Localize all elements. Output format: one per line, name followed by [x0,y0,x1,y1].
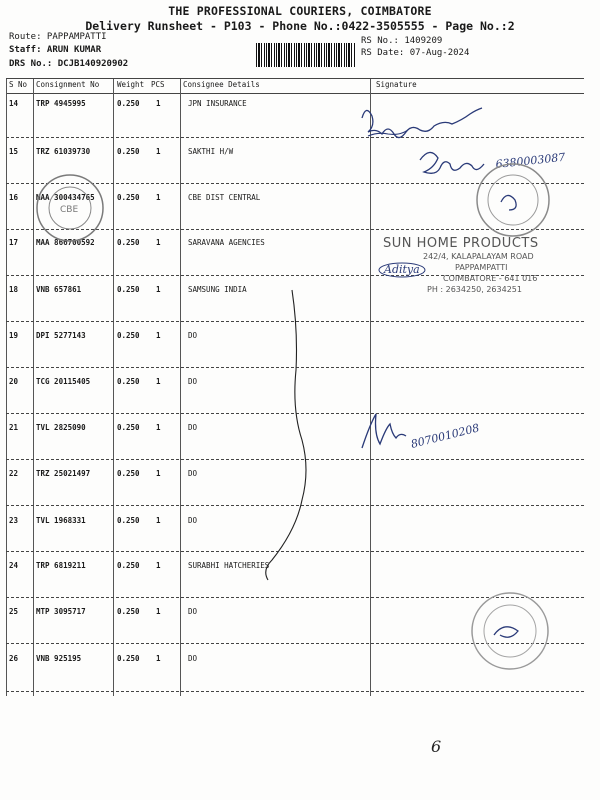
row-weight: 0.250 [117,607,140,616]
handwritten-phone: 8070010208 [409,421,481,451]
row-pcs: 1 [156,654,161,663]
stamp-address1: 242/4, KALAPALAYAM ROAD [423,252,534,261]
row-weight: 0.250 [117,147,140,156]
row-details: CBE DIST CENTRAL [188,193,261,202]
row-details: SURABHI HATCHERIES [188,561,270,570]
row-pcs: 1 [156,377,161,386]
signature-scribble [362,414,406,448]
row-weight: 0.250 [117,193,140,202]
row-weight: 0.250 [117,285,140,294]
row-details: DO [188,377,198,386]
row-consignment: TRP 6819211 [36,561,86,570]
stamp-company: SUN HOME PRODUCTS [383,236,539,251]
row-weight: 0.250 [117,377,140,386]
row-weight: 0.250 [117,654,140,663]
row-details: DO [188,469,198,478]
round-seal [37,175,103,241]
row-weight: 0.250 [117,516,140,525]
col-pcs: PCS [151,80,165,89]
row-pcs: 1 [156,607,161,616]
row-weight: 0.250 [117,469,140,478]
row-details: SARAVANA AGENCIES [188,238,265,247]
row-sno: 14 [9,99,19,108]
row-weight: 0.250 [117,238,140,247]
row-weight: 0.250 [117,561,140,570]
row-weight: 0.250 [117,99,140,108]
col-weight: Weight [117,80,145,89]
drs-number: DRS No.: DCJB140920902 [9,59,129,69]
row-pcs: 1 [156,238,161,247]
col-sno: S No [9,80,28,89]
row-sno: 23 [9,516,19,525]
row-sno: 20 [9,377,19,386]
row-sno: 26 [9,654,19,663]
row-weight: 0.250 [117,423,140,432]
company-title: THE PROFESSIONAL COURIERS, COIMBATORE [168,4,432,18]
row-pcs: 1 [156,516,161,525]
row-sno: 19 [9,331,19,340]
row-consignment: TVL 1968331 [36,516,86,525]
row-pcs: 1 [156,99,161,108]
round-seal [472,593,548,669]
row-pcs: 1 [156,147,161,156]
row-pcs: 1 [156,469,161,478]
handwritten-footer-mark: 6 [431,737,442,756]
route-label: Route: PAPPAMPATTI [9,32,107,42]
row-consignment: DPI 5277143 [36,331,86,340]
row-sno: 21 [9,423,19,432]
stamp-address2: PAPPAMPATTI [455,263,508,272]
runsheet-title: Delivery Runsheet - P103 - Phone No.:0422-3505555 - Page No.:2 [85,19,515,33]
row-details: DO [188,423,198,432]
row-details: DO [188,516,198,525]
row-consignment: TCG 20115405 [36,377,91,386]
col-consignment: Consignment No [36,80,100,89]
row-pcs: 1 [156,331,161,340]
stamp-phone: PH : 2634250, 2634251 [427,285,522,294]
staff-label: Staff: ARUN KUMAR [9,45,102,55]
handwritten-name: Aditya [384,263,420,276]
col-details: Consignee Details [183,80,260,89]
row-details: SAMSUNG INDIA [188,285,247,294]
row-details: JPN INSURANCE [188,99,247,108]
row-sno: 22 [9,469,19,478]
row-sno: 16 [9,193,19,202]
row-pcs: 1 [156,423,161,432]
row-sno: 24 [9,561,19,570]
row-consignment: TRP 4945995 [36,99,86,108]
row-details: DO [188,654,198,663]
row-sno: 18 [9,285,19,294]
row-details: SAKTHI H/W [188,147,234,156]
row-sno: 25 [9,607,19,616]
handwritten-phone: 6380003087 [494,150,566,171]
row-details: DO [188,607,198,616]
row-consignment: MAA 300434765 [36,193,95,202]
round-seal [477,164,549,236]
row-consignment: TVL 2825090 [36,423,86,432]
col-signature: Signature [376,80,417,89]
row-consignment: MTP 3095717 [36,607,86,616]
long-scribble-line [266,290,306,580]
row-sno: 17 [9,238,19,247]
row-consignment: VNB 925195 [36,654,82,663]
row-pcs: 1 [156,561,161,570]
row-sno: 15 [9,147,19,156]
row-pcs: 1 [156,285,161,294]
rs-number: RS No.: 1409209 [361,36,443,46]
stamp-address3: COIMBATORE - 641 016 [443,274,538,283]
row-consignment: MAA 866700592 [36,238,95,247]
row-consignment: TRZ 61039730 [36,147,91,156]
row-consignment: VNB 657861 [36,285,82,294]
signature-scribble [420,152,484,173]
row-pcs: 1 [156,193,161,202]
row-weight: 0.250 [117,331,140,340]
rs-date: RS Date: 07-Aug-2024 [361,48,470,58]
row-consignment: TRZ 25021497 [36,469,91,478]
svg-text:CBE: CBE [60,205,79,215]
row-details: DO [188,331,198,340]
